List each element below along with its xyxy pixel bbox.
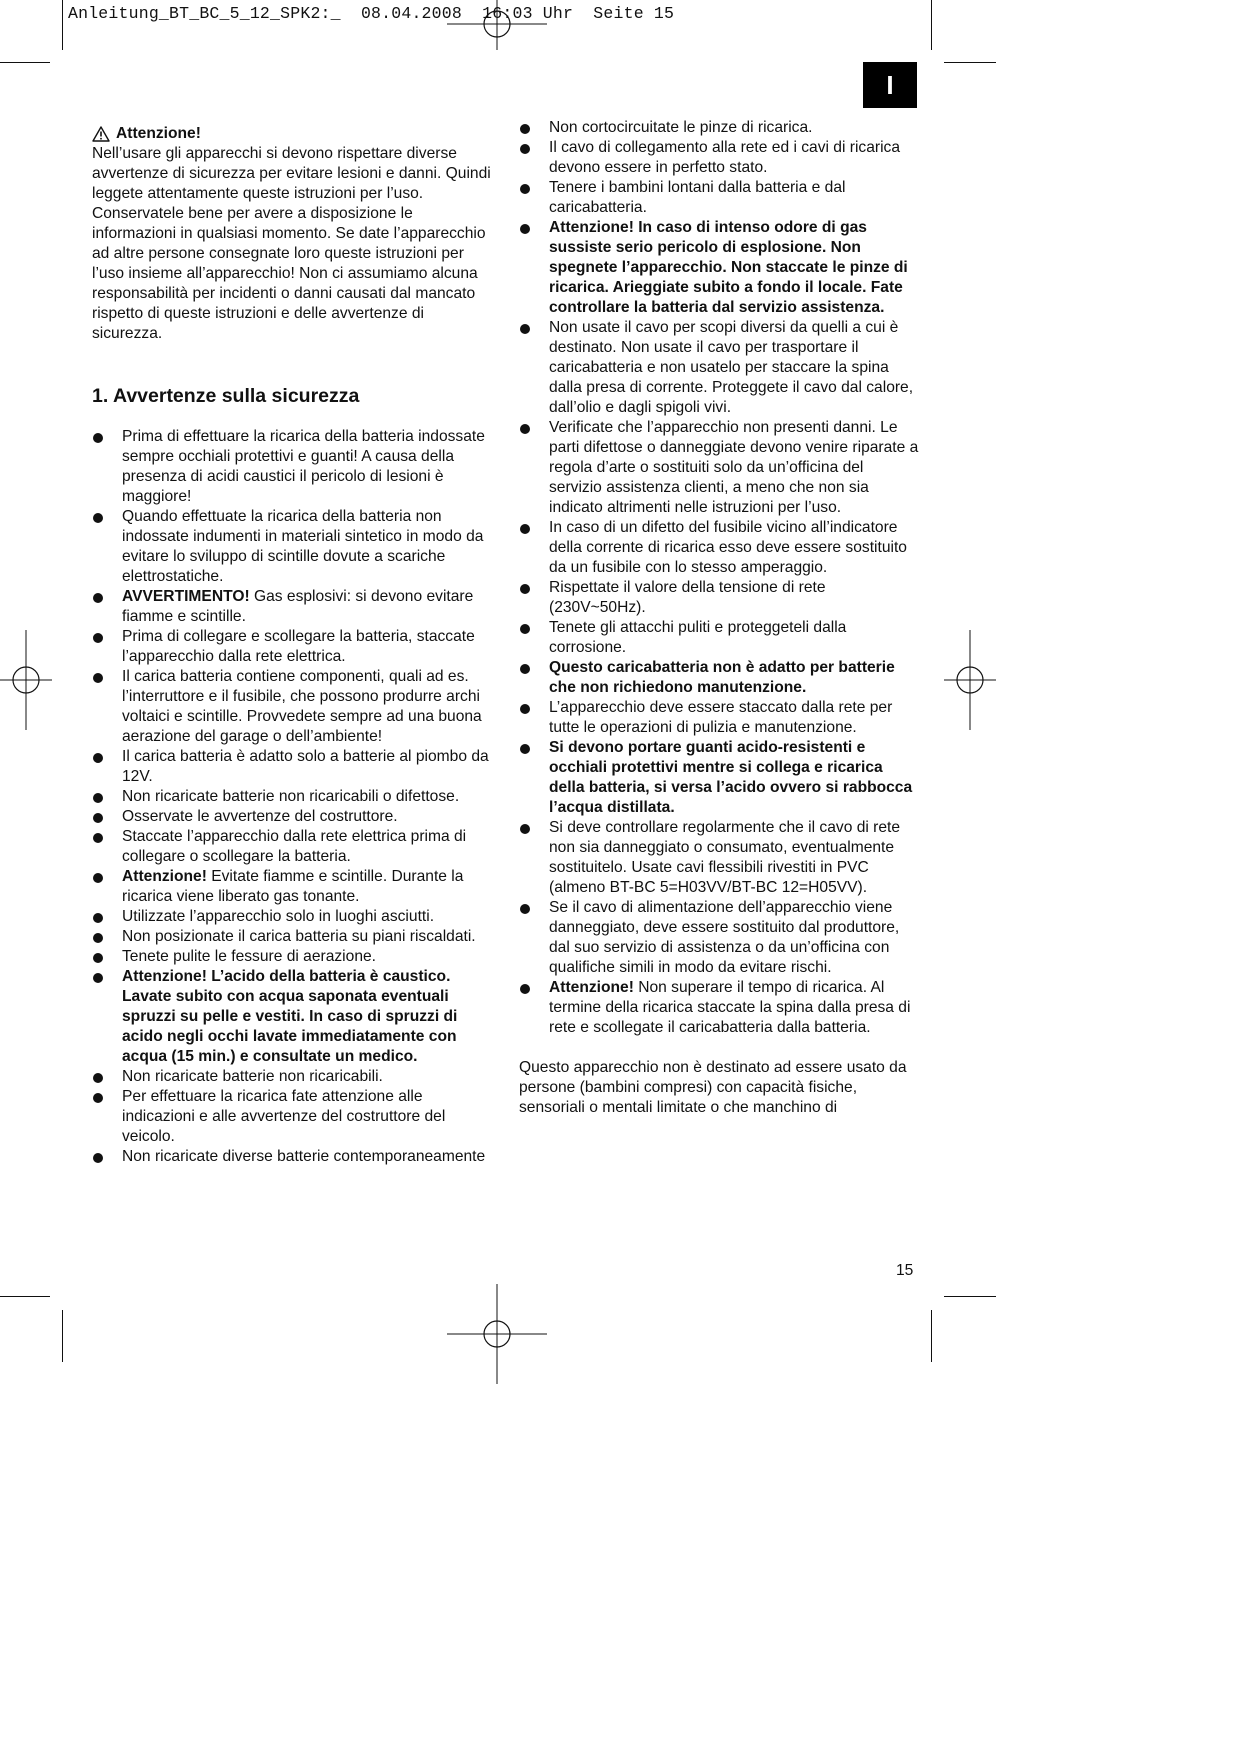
bullet-icon: [93, 1073, 103, 1083]
crop-mark: [944, 1296, 996, 1297]
warning-triangle-icon: [92, 126, 110, 142]
right-column: [519, 118, 919, 1118]
list-item-text: Tenete pulite le fessure di aerazione.: [122, 948, 376, 965]
left-column: [92, 124, 494, 1167]
list-item: [519, 658, 919, 698]
list-item: [519, 698, 919, 738]
warning-text: Nell’usare gli apparecchi si devono rispettare diverse avvertenze di sicurezza per evitare lesioni e danni. Quindi leggete attentamente queste istruzioni per l’uso. Conservatele bene per avere a disposizione le informazioni in qualsiasi momento. Se date l’apparecchio ad altre persone consegnate loro queste istruzioni per l’uso insieme all’apparecchio! Non ci assumiamo alcuna responsabilità per incidenti o danni causati dal mancato rispetto di queste istruzioni e delle avvertenze di sicurezza.: [92, 145, 491, 342]
list-item: [519, 138, 919, 178]
list-item: [519, 818, 919, 898]
bullet-icon: [520, 224, 530, 234]
list-item-text: Il carica batteria è adatto solo a batterie al piombo da 12V.: [122, 748, 489, 785]
list-item-text: Non usate il cavo per scopi diversi da quelli a cui è destinato. Non usate il cavo per trasportare il caricabatteria e non usatelo per staccare la spina dalla presa di corrente. Proteggete il cavo dal calore, dall’olio e dagli spigoli vivi.: [549, 319, 914, 416]
bullet-icon: [520, 144, 530, 154]
bullet-icon: [520, 704, 530, 714]
bullet-icon: [93, 953, 103, 963]
list-item: [519, 518, 919, 578]
bullet-icon: [93, 1153, 103, 1163]
bullet-icon: [93, 933, 103, 943]
list-item: [92, 867, 494, 907]
list-item-bold: Attenzione! In caso di intenso odore di gas sussiste serio pericolo di esplosione. Non spegnete l’apparecchio. Non staccate le pinze di ricarica. Arieggiate subito a fondo il locale. Fate controllare la batteria dal servizio assistenza.: [549, 219, 908, 316]
bullet-icon: [93, 793, 103, 803]
list-item: [92, 1067, 494, 1087]
list-item-text: Non ricaricate diverse batterie contemporaneamente: [122, 1148, 486, 1165]
list-item: [92, 907, 494, 927]
bullet-icon: [520, 184, 530, 194]
bullet-icon: [520, 524, 530, 534]
bullet-icon: [93, 913, 103, 923]
crop-mark: [944, 62, 996, 63]
crop-mark: [0, 62, 50, 63]
crop-mark: [62, 1310, 63, 1362]
list-item-text: Non ricaricate batterie non ricaricabili.: [122, 1068, 383, 1085]
print-slug: Anleitung_BT_BC_5_12_SPK2:_ 08.04.2008 16:03 Uhr Seite 15: [68, 4, 675, 23]
list-item-bold: Attenzione! L’acido della batteria è caustico. Lavate subito con acqua saponata eventuali spruzzi su pelle e vestiti. In caso di spruzzi di acido negli occhi lavate immediatamente con acqua (15 min.) e consultate un medico.: [122, 968, 458, 1065]
bullet-icon: [93, 873, 103, 883]
registration-mark-top: [447, 0, 547, 74]
list-item: [92, 667, 494, 747]
crop-mark: [0, 1296, 50, 1297]
list-item-text: Gas esplosivi: si devono evitare fiamme e scintille.: [122, 588, 474, 625]
language-tab: I: [863, 62, 917, 108]
list-item: [519, 618, 919, 658]
list-item-text: Tenere i bambini lontani dalla batteria e dal caricabatteria.: [549, 179, 846, 216]
crop-mark: [62, 0, 63, 50]
bullet-icon: [93, 633, 103, 643]
bullet-icon: [520, 324, 530, 334]
bullet-icon: [93, 833, 103, 843]
section-title: 1. Avvertenze sulla sicurezza: [92, 385, 360, 407]
list-item: [92, 827, 494, 867]
list-item: [92, 947, 494, 967]
list-item-text: Non cortocircuitate le pinze di ricarica.: [549, 119, 813, 136]
list-item: [519, 218, 919, 318]
list-item-text: Prima di effettuare la ricarica della batteria indossate sempre occhiali protettivi e guanti! A causa della presenza di acidi caustici il pericolo di lesioni è maggiore!: [122, 428, 485, 505]
list-item-text: Il cavo di collegamento alla rete ed i cavi di ricarica devono essere in perfetto stato.: [549, 139, 901, 176]
bullet-icon: [93, 973, 103, 983]
bullet-icon: [520, 624, 530, 634]
list-item-text: Non posizionate il carica batteria su piani riscaldati.: [122, 928, 476, 945]
bullet-icon: [93, 1093, 103, 1103]
list-item-text: L’apparecchio deve essere staccato dalla rete per tutte le operazioni di pulizia e manutenzione.: [549, 699, 893, 736]
list-item-text: Osservate le avvertenze del costruttore.: [122, 808, 398, 825]
safety-list-left: [92, 427, 494, 1167]
list-item-text-line: (almeno BT-BC 5=H03VV/BT-BC 12=H05VV).: [549, 879, 868, 896]
list-item-text: Si deve controllare regolarmente che il cavo di rete non sia danneggiato o consumato, eventualmente sostituitelo. Usate cavi flessibili rivestiti in PVC: [549, 819, 901, 876]
page-number: 15: [896, 1262, 914, 1279]
list-item: [92, 587, 494, 627]
bullet-icon: [93, 593, 103, 603]
list-item: [519, 738, 919, 818]
list-item-text: In caso di un difetto del fusibile vicino all’indicatore della corrente di ricarica esso deve essere sostituito da un fusibile con lo stesso amperaggio.: [549, 519, 907, 576]
list-item-bold: Questo caricabatteria non è adatto per batterie che non richiedono manutenzione.: [549, 659, 895, 696]
list-item: [92, 787, 494, 807]
bullet-icon: [520, 984, 530, 994]
crop-mark: [931, 1310, 932, 1362]
bullet-icon: [93, 813, 103, 823]
bullet-icon: [520, 584, 530, 594]
registration-mark-bottom: [447, 1284, 547, 1384]
list-item: [519, 898, 919, 978]
list-item-bold: Attenzione!: [122, 868, 207, 885]
bullet-icon: [520, 904, 530, 914]
list-item-bold: Attenzione!: [549, 979, 634, 996]
bullet-icon: [520, 424, 530, 434]
list-item: [92, 967, 494, 1067]
safety-list-right: [519, 118, 919, 1038]
registration-mark-left: [0, 630, 76, 730]
list-item-text: Utilizzate l’apparecchio solo in luoghi asciutti.: [122, 908, 435, 925]
bullet-icon: [520, 744, 530, 754]
list-item: [92, 747, 494, 787]
list-item-bold: Si devono portare guanti acido-resistenti e occhiali protettivi mentre si collega e ricarica della batteria, si versa l’acido ovvero si rabbocca l’acqua distillata.: [549, 739, 913, 816]
list-item-text: Staccate l’apparecchio dalla rete elettrica prima di collegare o scollegare la batteria.: [122, 828, 467, 865]
list-item: [92, 927, 494, 947]
list-item: [519, 418, 919, 518]
list-item: [92, 427, 494, 507]
bullet-icon: [93, 513, 103, 523]
list-item-bold: AVVERTIMENTO!: [122, 588, 250, 605]
list-item: [92, 627, 494, 667]
warning-heading: [92, 124, 494, 144]
bullet-icon: [520, 824, 530, 834]
list-item: [519, 578, 919, 618]
bullet-icon: [93, 433, 103, 443]
list-item: [92, 1147, 494, 1167]
list-item-text: Quando effettuate la ricarica della batteria non indossate indumenti in materiali sintetico in modo da evitare lo sviluppo di scintille dovute a scariche elettrostatiche.: [122, 508, 484, 585]
list-item: [519, 978, 919, 1038]
list-item-text: Rispettate il valore della tensione di rete (230V~50Hz).: [549, 579, 826, 616]
registration-mark-right: [920, 630, 1020, 730]
list-item: [92, 1087, 494, 1147]
list-item-text: Verificate che l’apparecchio non presenti danni. Le parti difettose o danneggiate devono venire riparate a regola d’arte o sostituiti solo da un’officina del servizio assistenza clienti, a meno che non sia indicato altrimenti nelle istruzioni per l’uso.: [549, 419, 919, 516]
list-item: [92, 807, 494, 827]
bullet-icon: [93, 753, 103, 763]
bullet-icon: [93, 673, 103, 683]
list-item: [92, 507, 494, 587]
list-item-text: Evitate fiamme e scintille. Durante la ricarica viene liberato gas tonante.: [122, 868, 464, 905]
warning-title: Attenzione!: [116, 125, 201, 142]
list-item: [519, 318, 919, 418]
list-item-text: Il carica batteria contiene componenti, quali ad es. l’interruttore e il fusibile, che possono produrre archi voltaici e scintille. Provvedete sempre ad una buona aerazione del garage o dell’ambiente!: [122, 668, 482, 745]
list-item-text: Tenete gli attacchi puliti e proteggeteli dalla corrosione.: [549, 619, 847, 656]
closing-paragraph: Questo apparecchio non è destinato ad essere usato da persone (bambini compresi) con capacità fisiche, sensoriali o mentali limitate o che manchino di: [519, 1059, 907, 1116]
list-item-text: Non superare il tempo di ricarica. Al termine della ricarica staccate la spina dalla presa di rete e scollegate il caricabatteria dalla batteria.: [549, 979, 911, 1036]
list-item-text: Prima di collegare e scollegare la batteria, staccate l’apparecchio dalla rete elettrica.: [122, 628, 475, 665]
crop-mark: [931, 0, 932, 50]
list-item: [519, 118, 919, 138]
list-item-text: Se il cavo di alimentazione dell’apparecchio viene danneggiato, deve essere sostituito dal produttore, dal suo servizio di assistenza o da un’officina con qualifiche simili in modo da evitare rischi.: [549, 899, 900, 976]
bullet-icon: [520, 124, 530, 134]
bullet-icon: [520, 664, 530, 674]
list-item-text: Non ricaricate batterie non ricaricabili o difettose.: [122, 788, 460, 805]
list-item-text: Per effettuare la ricarica fate attenzione alle indicazioni e alle avvertenze del costruttore del veicolo.: [122, 1088, 446, 1145]
list-item: [519, 178, 919, 218]
